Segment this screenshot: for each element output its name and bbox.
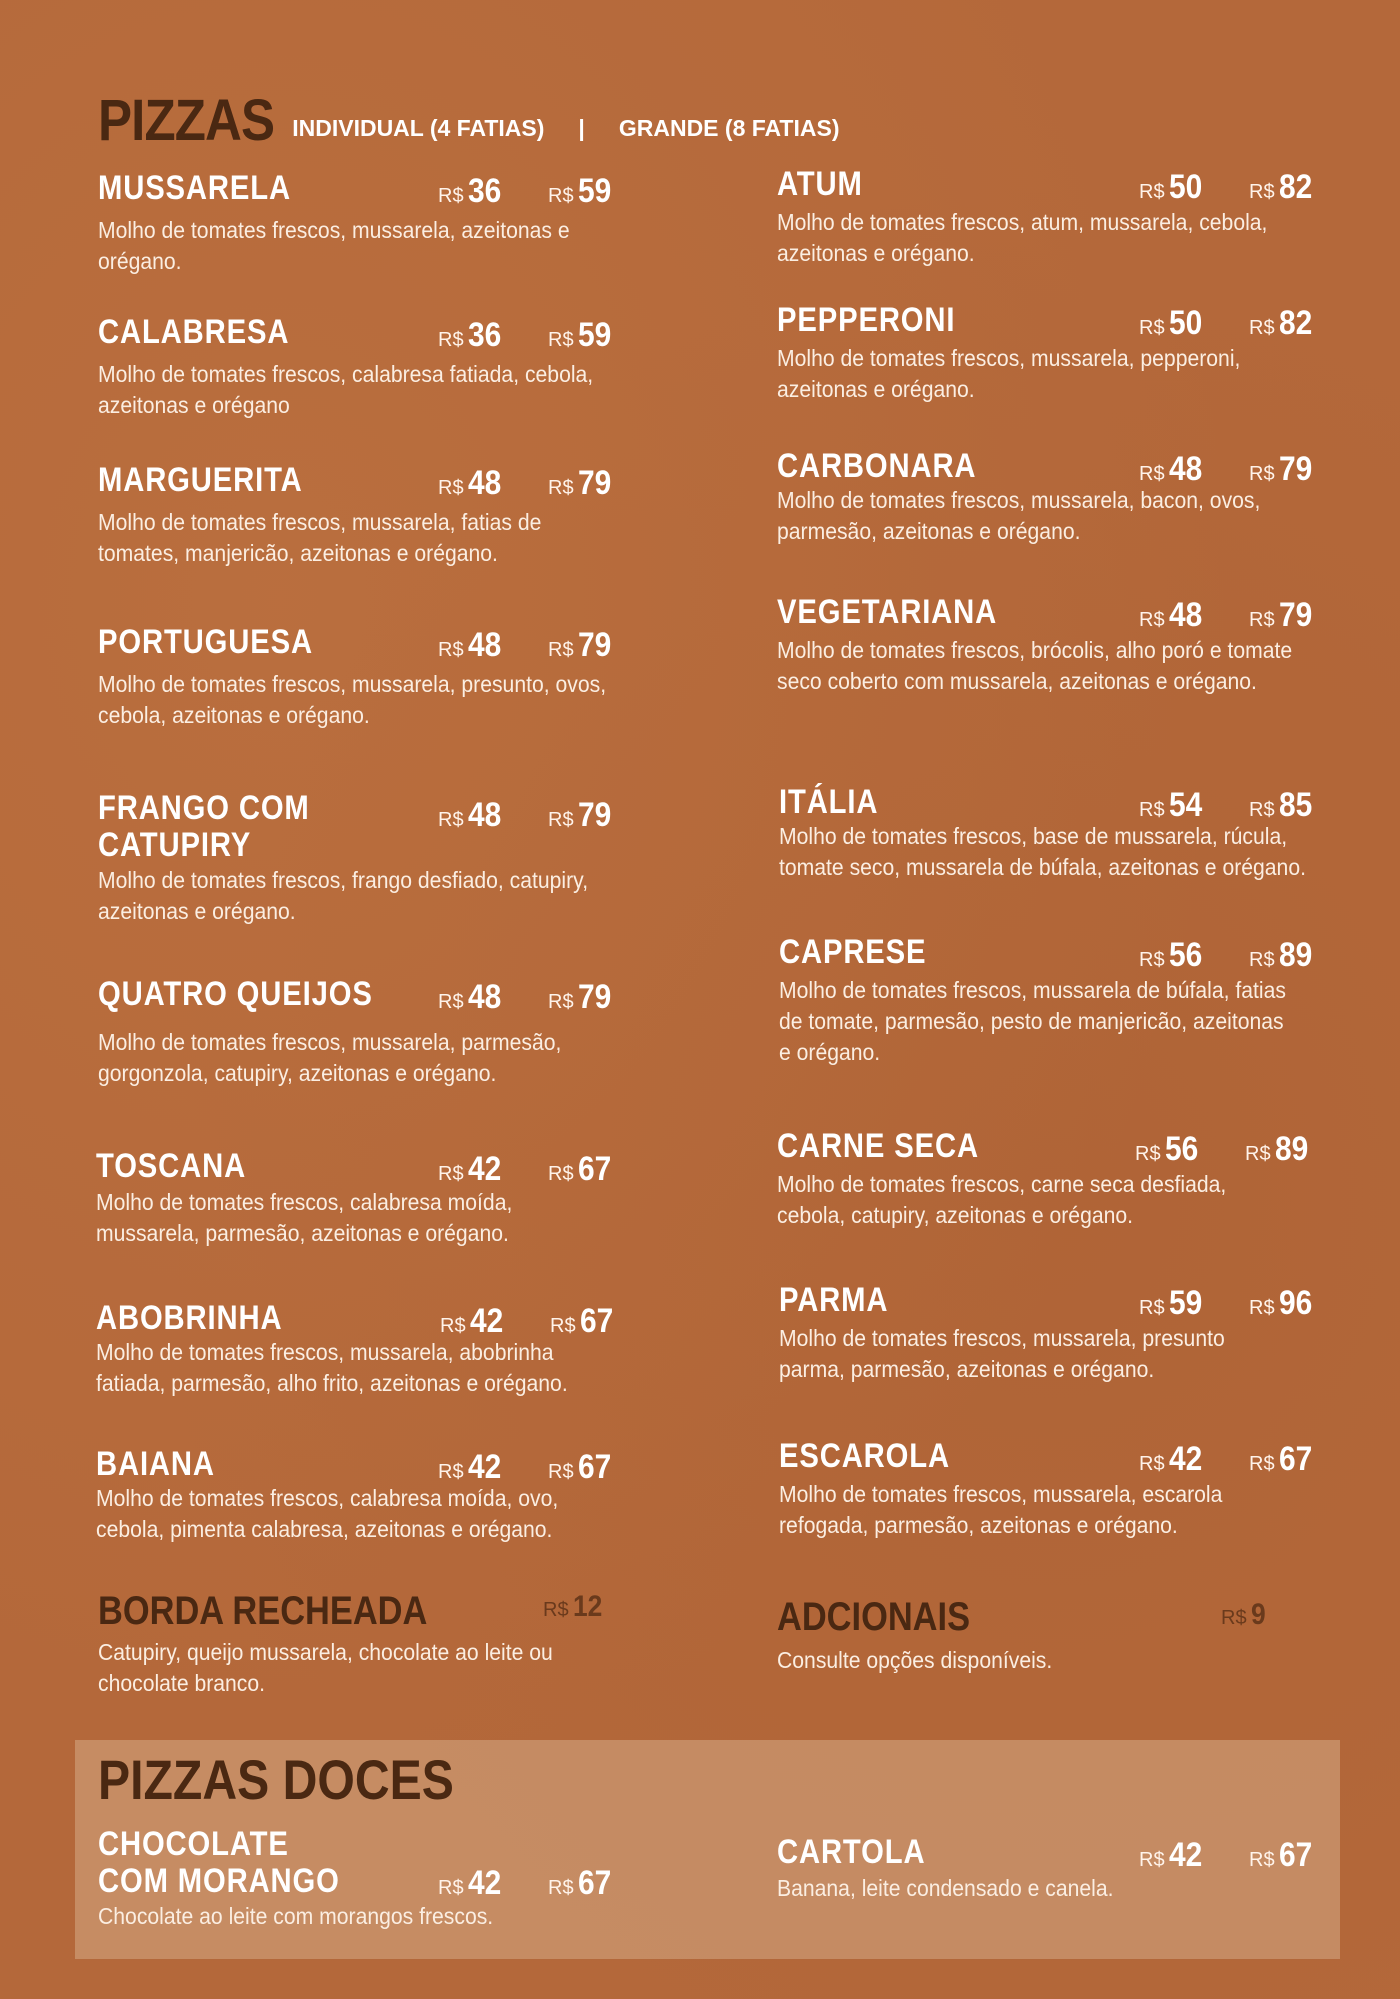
- price-individual: [438, 172, 505, 211]
- currency-label: R$: [1249, 1297, 1275, 1319]
- price-large: [548, 1448, 615, 1487]
- item-name: ITÁLIA: [779, 783, 879, 821]
- price-value: 79: [577, 626, 611, 664]
- menu-item-parma: [779, 1282, 1339, 1385]
- price-value: 79: [1278, 596, 1312, 634]
- price-large: [1249, 936, 1316, 975]
- price-large: [548, 978, 615, 1017]
- price-value: 79: [577, 978, 611, 1016]
- price-value: 56: [1168, 936, 1202, 974]
- size-separator: |: [578, 115, 585, 141]
- price-individual: [1139, 450, 1206, 489]
- item-description: Molho de tomates frescos, mussarela, presunto, ovos, cebola, azeitonas e orégano.: [98, 670, 607, 728]
- price-value: 48: [1168, 450, 1202, 488]
- item-name: CAPRESE: [779, 933, 927, 971]
- menu-item-atum: [777, 166, 1337, 269]
- price-value: 79: [1278, 450, 1312, 488]
- price-value: 12: [572, 1590, 602, 1623]
- price-large: [1249, 1836, 1316, 1875]
- price-value: 56: [1164, 1130, 1198, 1168]
- menu-item-carne-seca: [777, 1128, 1337, 1231]
- item-name: TOSCANA: [96, 1147, 247, 1185]
- currency-label: R$: [1245, 1143, 1271, 1165]
- menu-header: [98, 80, 840, 153]
- currency-label: R$: [438, 185, 464, 207]
- price-individual: [1139, 1284, 1206, 1323]
- item-description: Molho de tomates frescos, mussarela, presunto parma, parmesão, azeitonas e orégano.: [779, 1324, 1225, 1382]
- price-large: [1249, 168, 1316, 207]
- item-name: FRANGO COM CATUPIRY: [98, 789, 310, 864]
- currency-label: R$: [1249, 1849, 1275, 1871]
- currency-label: R$: [548, 185, 574, 207]
- price-individual: [1139, 168, 1206, 207]
- price-individual: [438, 1864, 505, 1903]
- item-name: BAIANA: [96, 1445, 215, 1483]
- currency-label: R$: [1249, 799, 1275, 821]
- menu-item-chocolate-com-morango: [98, 1826, 658, 1932]
- price-value: 50: [1168, 304, 1202, 342]
- price-value: 59: [1168, 1284, 1202, 1322]
- price-value: 36: [467, 172, 501, 210]
- price-value: 42: [467, 1150, 501, 1188]
- price-value: 67: [1278, 1440, 1312, 1478]
- price-individual: [1139, 596, 1206, 635]
- price-value: 89: [1278, 936, 1312, 974]
- price-large: [548, 796, 615, 835]
- currency-label: R$: [438, 809, 464, 831]
- price-value: 85: [1278, 786, 1312, 824]
- currency-label: R$: [1139, 1453, 1165, 1475]
- price-value: 36: [467, 316, 501, 354]
- currency-label: R$: [438, 1877, 464, 1899]
- item-description: Molho de tomates frescos, mussarela, abobrinha fatiada, parmesão, alho frito, azeitonas e orégano.: [96, 1338, 568, 1396]
- menu-item-adicionais: [777, 1596, 1337, 1676]
- currency-label: R$: [1139, 1297, 1165, 1319]
- currency-label: R$: [548, 329, 574, 351]
- price-individual: [438, 1150, 505, 1189]
- item-description: Molho de tomates frescos, frango desfiado, catupiry, azeitonas e orégano.: [98, 867, 589, 925]
- menu-item-quatro-queijos: [98, 976, 658, 1089]
- menu-item-pepperoni: [777, 302, 1337, 405]
- currency-label: R$: [1139, 1849, 1165, 1871]
- menu-item-escarola: [779, 1438, 1339, 1541]
- currency-label: R$: [1139, 799, 1165, 821]
- price-value: 48: [467, 978, 501, 1016]
- item-name: CALABRESA: [98, 313, 290, 351]
- menu-item-vegetariana: [777, 594, 1337, 697]
- currency-label: R$: [548, 639, 574, 661]
- adicionais-price: [1221, 1598, 1267, 1632]
- item-description: Molho de tomates frescos, mussarela, escarola refogada, parmesão, azeitonas e orégano.: [779, 1480, 1223, 1538]
- menu-item-cartola: [777, 1834, 1337, 1904]
- price-value: 67: [1278, 1836, 1312, 1874]
- item-description: Molho de tomates frescos, calabresa moída, ovo, cebola, pimenta calabresa, azeitonas e orégano.: [96, 1484, 559, 1542]
- size-individual-label: INDIVIDUAL (4 FATIAS): [292, 115, 545, 141]
- currency-label: R$: [438, 477, 464, 499]
- menu-item-portuguesa: [98, 624, 658, 731]
- currency-label: R$: [548, 477, 574, 499]
- price-value: 67: [577, 1864, 611, 1902]
- price-large: [1249, 1440, 1316, 1479]
- price-value: 50: [1168, 168, 1202, 206]
- item-name: PORTUGUESA: [98, 623, 313, 661]
- currency-label: R$: [548, 1877, 574, 1899]
- adicionais-title: ADCIONAIS: [777, 1595, 971, 1639]
- currency-label: R$: [1139, 609, 1165, 631]
- currency-label: R$: [548, 1163, 574, 1185]
- currency-label: R$: [1139, 317, 1165, 339]
- price-value: 42: [469, 1302, 503, 1340]
- price-individual: [438, 978, 505, 1017]
- menu-item-caprese: [779, 934, 1339, 1068]
- currency-label: R$: [438, 1163, 464, 1185]
- menu-item-abobrinha: [96, 1300, 656, 1399]
- price-individual: [1135, 1130, 1202, 1169]
- item-name: CARNE SECA: [777, 1127, 979, 1165]
- item-name: CARBONARA: [777, 447, 977, 485]
- borda-price: [543, 1590, 606, 1624]
- price-value: 9: [1250, 1598, 1266, 1631]
- item-name: ATUM: [777, 165, 863, 203]
- currency-label: R$: [548, 1461, 574, 1483]
- currency-label: R$: [550, 1315, 576, 1337]
- item-description: Molho de tomates frescos, mussarela, bacon, ovos, parmesão, azeitonas e orégano.: [777, 486, 1261, 544]
- menu-item-marguerita: [98, 462, 658, 569]
- price-large: [1249, 1284, 1316, 1323]
- price-value: 48: [1168, 596, 1202, 634]
- item-name: ABOBRINHA: [96, 1299, 283, 1337]
- pizzas-title: PIZZAS: [98, 88, 275, 153]
- price-individual: [1139, 786, 1206, 825]
- currency-label: R$: [1135, 1143, 1161, 1165]
- currency-label: R$: [543, 1599, 569, 1621]
- price-large: [1249, 786, 1316, 825]
- price-large: [1249, 304, 1316, 343]
- menu-item-frango-com-catupiry: [98, 790, 658, 928]
- price-individual: [1139, 936, 1206, 975]
- price-large: [548, 172, 615, 211]
- item-description: Molho de tomates frescos, base de mussarela, rúcula, tomate seco, mussarela de búfala, azeitonas e orégano.: [779, 822, 1306, 880]
- price-value: 59: [577, 172, 611, 210]
- currency-label: R$: [1249, 181, 1275, 203]
- currency-label: R$: [1139, 463, 1165, 485]
- price-individual: [438, 796, 505, 835]
- menu-item-italia: [779, 784, 1339, 883]
- currency-label: R$: [548, 809, 574, 831]
- price-value: 42: [1168, 1836, 1202, 1874]
- price-value: 54: [1168, 786, 1202, 824]
- price-value: 96: [1278, 1284, 1312, 1322]
- item-name: CARTOLA: [777, 1833, 926, 1871]
- item-description: Molho de tomates frescos, mussarela, pepperoni, azeitonas e orégano.: [777, 344, 1241, 402]
- price-large: [548, 316, 615, 355]
- sweet-pizzas-title: PIZZAS DOCES: [98, 1748, 454, 1811]
- item-description: Molho de tomates frescos, mussarela, fatias de tomates, manjericão, azeitonas e orégano.: [98, 508, 542, 566]
- item-name: MARGUERITA: [98, 461, 303, 499]
- item-description: Molho de tomates frescos, mussarela de búfala, fatias de tomate, parmesão, pesto de manjericão, azeitonas e orégano.: [779, 976, 1286, 1065]
- item-name: ESCAROLA: [779, 1437, 950, 1475]
- price-large: [548, 1864, 615, 1903]
- currency-label: R$: [1249, 609, 1275, 631]
- price-value: 42: [467, 1864, 501, 1902]
- size-large-label: GRANDE (8 FATIAS): [618, 115, 840, 141]
- price-value: 67: [577, 1448, 611, 1486]
- price-large: [1249, 596, 1316, 635]
- item-description: Chocolate ao leite com morangos frescos.: [98, 1903, 494, 1930]
- item-description: Molho de tomates frescos, mussarela, azeitonas e orégano.: [98, 216, 570, 274]
- price-individual: [438, 464, 505, 503]
- price-value: 82: [1278, 304, 1312, 342]
- item-description: Molho de tomates frescos, atum, mussarela, cebola, azeitonas e orégano.: [777, 208, 1268, 266]
- currency-label: R$: [438, 329, 464, 351]
- item-name: VEGETARIANA: [777, 593, 998, 631]
- item-description: Molho de tomates frescos, calabresa moída, mussarela, parmesão, azeitonas e orégano.: [96, 1188, 513, 1246]
- menu-item-mussarela: [98, 170, 658, 277]
- item-description: Banana, leite condensado e canela.: [777, 1874, 1114, 1901]
- price-individual: [1139, 304, 1206, 343]
- currency-label: R$: [548, 991, 574, 1013]
- item-description: Molho de tomates frescos, brócolis, alho poró e tomate seco coberto com mussarela, azeitonas e orégano.: [777, 636, 1293, 694]
- price-individual: [1139, 1440, 1206, 1479]
- price-individual: [438, 626, 505, 665]
- price-large: [1249, 450, 1316, 489]
- price-large: [550, 1302, 617, 1341]
- item-description: Molho de tomates frescos, carne seca desfiada, cebola, catupiry, azeitonas e orégano.: [777, 1170, 1227, 1228]
- price-value: 79: [577, 796, 611, 834]
- item-name: PEPPERONI: [777, 301, 956, 339]
- price-value: 79: [577, 464, 611, 502]
- menu-item-carbonara: [777, 448, 1337, 547]
- item-description: Molho de tomates frescos, mussarela, parmesão, gorgonzola, catupiry, azeitonas e orégano.: [98, 1028, 562, 1086]
- item-name: PARMA: [779, 1281, 889, 1319]
- currency-label: R$: [438, 639, 464, 661]
- price-large: [548, 1150, 615, 1189]
- menu-item-calabresa: [98, 314, 658, 421]
- price-large: [548, 626, 615, 665]
- menu-item-toscana: [96, 1148, 656, 1249]
- menu-item-baiana: [96, 1446, 656, 1545]
- price-value: 67: [577, 1150, 611, 1188]
- item-description: Catupiry, queijo mussarela, chocolate ao leite ou chocolate branco.: [98, 1639, 553, 1697]
- currency-label: R$: [1249, 317, 1275, 339]
- size-legend: [292, 115, 839, 150]
- item-description: Consulte opções disponíveis.: [777, 1647, 1053, 1674]
- price-value: 67: [579, 1302, 613, 1340]
- price-value: 42: [1168, 1440, 1202, 1478]
- item-name: CHOCOLATE COM MORANGO: [98, 1825, 340, 1900]
- currency-label: R$: [1249, 463, 1275, 485]
- price-individual: [1139, 1836, 1206, 1875]
- price-individual: [438, 316, 505, 355]
- currency-label: R$: [1249, 949, 1275, 971]
- currency-label: R$: [1139, 181, 1165, 203]
- currency-label: R$: [1139, 949, 1165, 971]
- price-value: 48: [467, 796, 501, 834]
- item-name: MUSSARELA: [98, 169, 291, 207]
- price-value: 59: [577, 316, 611, 354]
- price-value: 89: [1274, 1130, 1308, 1168]
- currency-label: R$: [1221, 1607, 1247, 1629]
- item-name: QUATRO QUEIJOS: [98, 975, 373, 1013]
- currency-label: R$: [438, 991, 464, 1013]
- price-value: 82: [1278, 168, 1312, 206]
- price-large: [1245, 1130, 1312, 1169]
- price-large: [548, 464, 615, 503]
- price-individual: [440, 1302, 507, 1341]
- borda-title: BORDA RECHEADA: [98, 1589, 428, 1633]
- currency-label: R$: [438, 1461, 464, 1483]
- menu-item-borda-recheada: [98, 1590, 658, 1699]
- price-individual: [438, 1448, 505, 1487]
- price-value: 48: [467, 464, 501, 502]
- currency-label: R$: [440, 1315, 466, 1337]
- price-value: 42: [467, 1448, 501, 1486]
- price-value: 48: [467, 626, 501, 664]
- currency-label: R$: [1249, 1453, 1275, 1475]
- item-description: Molho de tomates frescos, calabresa fatiada, cebola, azeitonas e orégano: [98, 360, 594, 418]
